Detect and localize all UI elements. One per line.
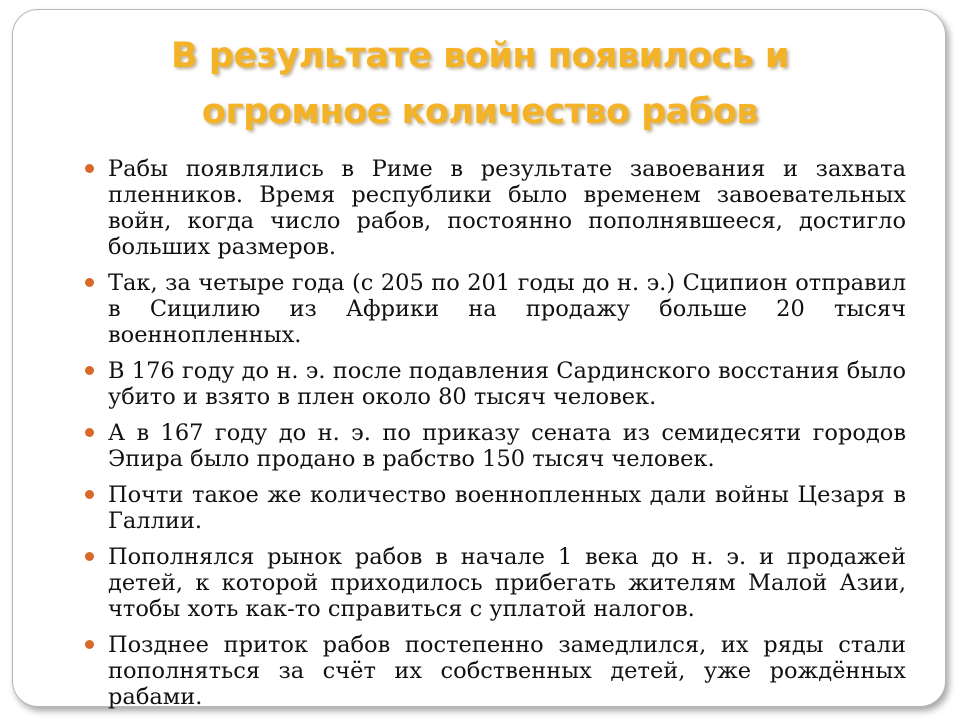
bullet-item bbox=[108, 420, 906, 472]
bullet-text: Позднее приток рабов постепенно замедлился, их ряды стали пополняться за счёт их собственных детей, уже рождённых рабами. bbox=[108, 632, 906, 710]
bullet-text: В 176 году до н. э. после подавления Сардинского восстания было убито и взято в плен около 80 тысяч человек. bbox=[108, 358, 906, 410]
bullet-text: Пополнялся рынок рабов в начале 1 века до н. э. и продажей детей, к которой приходилось прибегать жителям Малой Азии, чтобы хоть как-то справиться с уплатой налогов. bbox=[108, 544, 906, 622]
bullet-list bbox=[108, 156, 906, 720]
bullet-dot-icon bbox=[85, 278, 94, 287]
bullet-item bbox=[108, 544, 906, 622]
bullet-item bbox=[108, 156, 906, 260]
bullet-text: Почти такое же количество военнопленных дали войны Цезаря в Галлии. bbox=[108, 482, 906, 534]
bullet-item bbox=[108, 632, 906, 710]
bullet-text: Рабы появлялись в Риме в результате завоевания и захвата пленников. Время республики было временем завоевательных войн, когда число рабов, постоянно пополнявшееся, достигло больших размеров. bbox=[108, 156, 906, 260]
slide-title-line-1: В результате войн появилось и bbox=[171, 36, 789, 76]
bullet-text: Так, за четыре года (с 205 по 201 годы до н. э.) Сципион отправил в Сицилию из Африки на продажу больше 20 тысяч военнопленных. bbox=[108, 270, 906, 348]
slide-title-line-2: огромное количество рабов bbox=[201, 92, 759, 132]
bullet-text: А в 167 году до н. э. по приказу сената из семидесяти городов Эпира было продано в рабство 150 тысяч человек. bbox=[108, 420, 906, 472]
bullet-item bbox=[108, 358, 906, 410]
bullet-dot-icon bbox=[85, 164, 94, 173]
bullet-dot-icon bbox=[85, 428, 94, 437]
bullet-dot-icon bbox=[85, 490, 94, 499]
slide-title bbox=[40, 28, 920, 140]
bullet-item bbox=[108, 482, 906, 534]
bullet-dot-icon bbox=[85, 552, 94, 561]
bullet-item bbox=[108, 270, 906, 348]
bullet-dot-icon bbox=[85, 366, 94, 375]
bullet-dot-icon bbox=[85, 640, 94, 649]
